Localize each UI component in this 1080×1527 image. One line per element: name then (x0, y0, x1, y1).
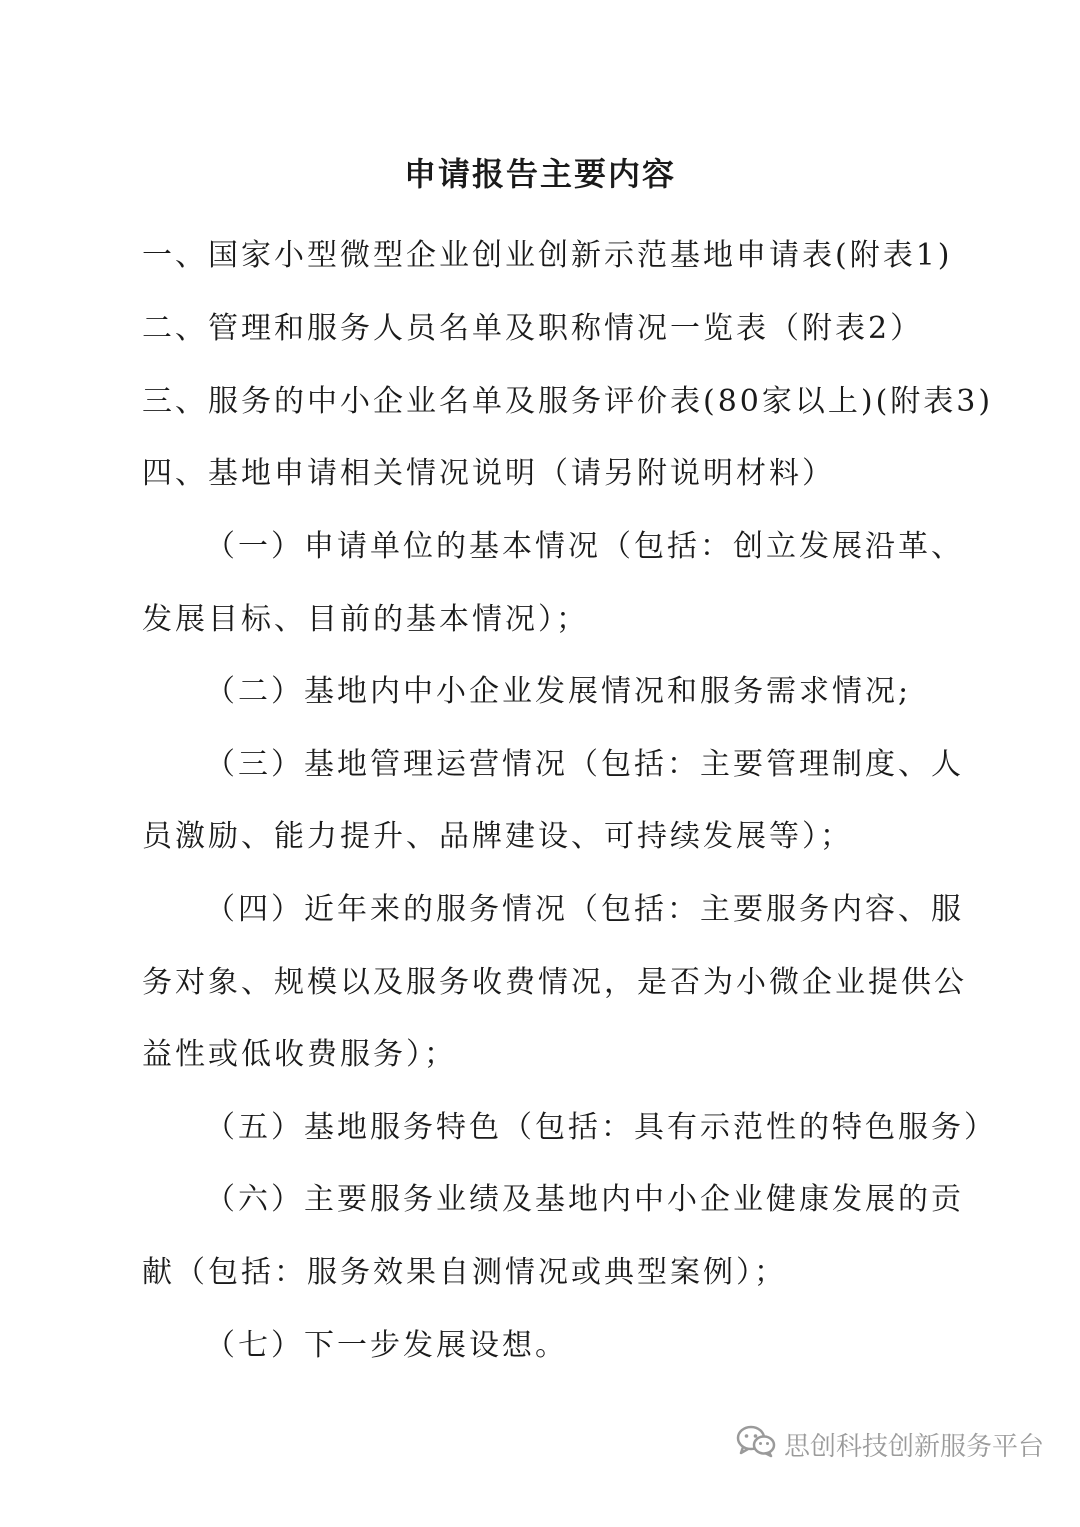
section-item-1: 一、国家小型微型企业创业创新示范基地申请表(附表1) (142, 238, 953, 273)
subsection-item-6-line-2: 献（包括：服务效果自测情况或典型案例）； (142, 1255, 787, 1290)
subsection-item-7: （七）下一步发展设想。 (205, 1328, 568, 1363)
subsection-item-5: （五）基地服务特色（包括：具有示范性的特色服务） (205, 1110, 997, 1145)
subsection-item-6-line-1: （六）主要服务业绩及基地内中小企业健康发展的贡 (205, 1182, 964, 1217)
subsection-item-4-line-3: 益性或低收费服务）； (142, 1037, 457, 1072)
subsection-item-1-line-2: 发展目标、目前的基本情况）； (142, 602, 589, 637)
section-item-2: 二、管理和服务人员名单及职称情况一览表（附表2） (142, 311, 924, 346)
subsection-item-3-line-2: 员激励、能力提升、品牌建设、可持续发展等）； (142, 819, 853, 854)
section-item-4: 四、基地申请相关情况说明（请另附说明材料） (142, 456, 835, 491)
subsection-item-2: （二）基地内中小企业发展情况和服务需求情况; (205, 674, 912, 709)
subsection-item-4-line-2: 务对象、规模以及服务收费情况，是否为小微企业提供公 (142, 965, 967, 1000)
section-item-3: 三、服务的中小企业名单及服务评价表(80家以上)(附表3) (142, 384, 994, 419)
watermark-text: 思创科技创新服务平台 (783, 1431, 1044, 1462)
subsection-item-3-line-1: （三）基地管理运营情况（包括：主要管理制度、人 (205, 747, 964, 782)
subsection-item-4-line-1: （四）近年来的服务情况（包括：主要服务内容、服 (205, 892, 964, 927)
watermark (736, 1424, 1044, 1464)
document-title: 申请报告主要内容 (403, 155, 676, 193)
wechat-icon (736, 1424, 776, 1465)
subsection-item-1-line-1: （一）申请单位的基本情况（包括：创立发展沿革、 (205, 529, 964, 564)
